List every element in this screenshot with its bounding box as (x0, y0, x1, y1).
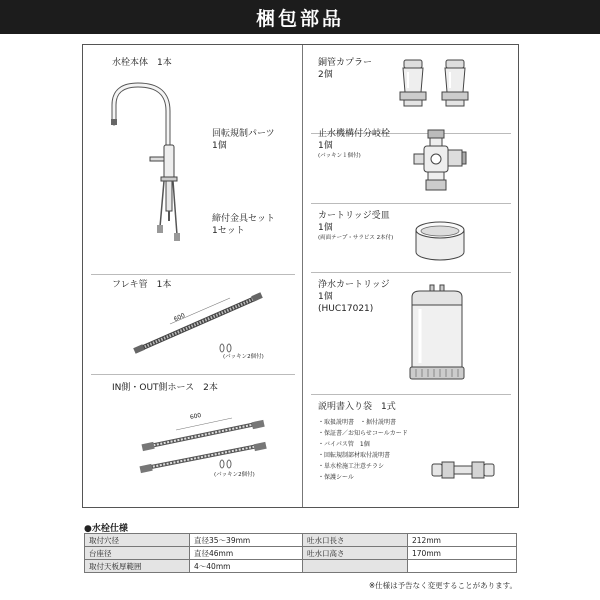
branch-valve-illustration (410, 128, 470, 194)
page-title: 梱包部品 (255, 7, 344, 30)
manual-item: ・保護シール (318, 474, 354, 481)
valve-note: (パッキン１個付) (318, 153, 361, 159)
spec-value: 直径35～39mm (190, 534, 303, 547)
rotation-part-qty: 1個 (212, 141, 227, 151)
spec-key: 吐水口長さ (303, 534, 408, 547)
spec-title: ●水栓仕様 (84, 524, 128, 534)
cartridge-title: 浄水カートリッジ (318, 280, 390, 290)
packing-icon (218, 343, 234, 353)
manual-item: ・取扱説明書 ・据付説明書 (318, 419, 397, 426)
coupler-illustration (396, 56, 480, 108)
divider-left-2 (91, 374, 295, 375)
manual-item: ・バイパス管 1個 (318, 441, 370, 448)
spec-value: 170mm (408, 547, 517, 560)
spec-value: 直径46mm (190, 547, 303, 560)
hose-length-label: 600 (189, 411, 202, 422)
flex-title: フレキ管 1本 (112, 280, 172, 290)
flex-pipe-illustration (130, 290, 270, 360)
spec-key (303, 560, 408, 573)
valve-qty: 1個 (318, 141, 333, 151)
manual-item: ・保証書／お知らせコールカード (318, 430, 408, 437)
faucet-title: 水栓本体 1本 (112, 58, 172, 68)
spec-value: 4～40mm (190, 560, 303, 573)
column-divider (302, 45, 303, 507)
water-cartridge-illustration (404, 283, 470, 383)
hose-packing-note: (パッキン2個付) (214, 472, 255, 478)
coupler-qty: 2個 (318, 70, 333, 80)
fastener-name: 締付金具セット (212, 214, 276, 224)
flex-packing-note: (パッキン2個付) (223, 354, 264, 360)
cartridge-tray-illustration (412, 220, 468, 264)
cartridge-qty: 1個 (318, 292, 333, 302)
table-row (85, 547, 517, 560)
bypass-pipe-illustration (430, 456, 496, 484)
tray-title: カートリッジ受皿 (318, 211, 390, 221)
faucet-illustration (100, 75, 210, 245)
hoses-illustration (140, 410, 270, 480)
spec-key: 取付穴径 (85, 534, 190, 547)
header-bar (0, 0, 600, 34)
spec-key: 取付天板厚範囲 (85, 560, 190, 573)
table-row (85, 560, 517, 573)
table-row (85, 534, 517, 547)
tray-qty: 1個 (318, 223, 333, 233)
divider-right-4 (311, 394, 511, 395)
spec-table (84, 533, 517, 573)
spec-key: 台座径 (85, 547, 190, 560)
valve-title: 止水機構付分岐栓 (318, 129, 391, 139)
spec-value (408, 560, 517, 573)
rotation-part-name: 回転規制パーツ (212, 129, 275, 139)
fastener-qty: 1セット (212, 226, 245, 236)
manual-item: ・回転規制部材取付説明書 (318, 452, 391, 459)
cartridge-model: (HUC17021) (318, 304, 374, 314)
flex-length-label: 600 (172, 312, 187, 324)
coupler-title: 銅管カプラー (318, 58, 373, 68)
manual-title: 説明書入り袋 1式 (318, 402, 396, 412)
spec-value: 212mm (408, 534, 517, 547)
hose-title: IN側・OUT側ホース 2本 (112, 383, 218, 393)
manual-item: ・単水栓施工注意チラシ (318, 463, 385, 470)
spec-note: ※仕様は予告なく変更することがあります。 (368, 581, 517, 590)
spec-key: 吐水口高さ (303, 547, 408, 560)
divider-right-2 (311, 203, 511, 204)
tray-note: (両面テープ・サラビス 2本付) (318, 235, 394, 241)
divider-left-1 (91, 274, 295, 275)
hose-packing-icon (218, 459, 234, 469)
divider-right-3 (311, 272, 511, 273)
